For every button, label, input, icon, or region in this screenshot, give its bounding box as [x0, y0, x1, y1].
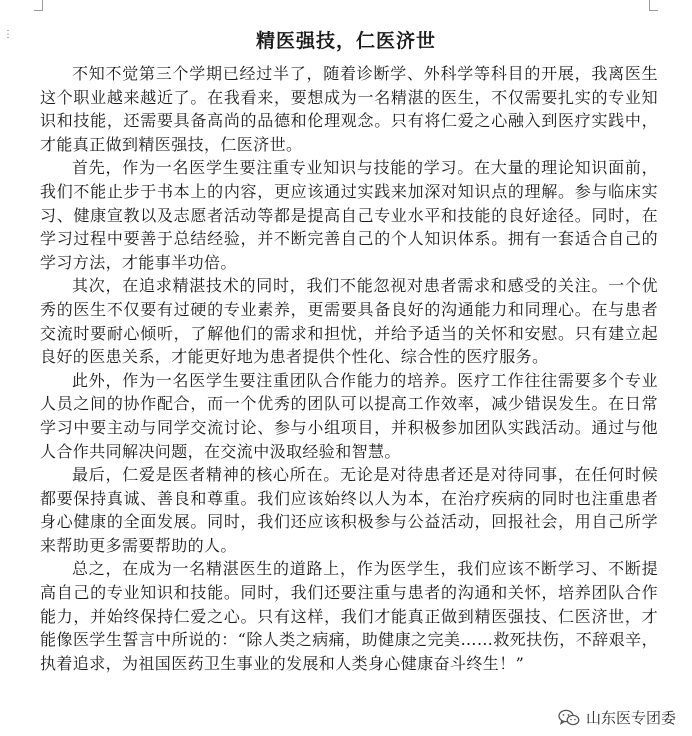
paragraph-third: 此外，作为一名医学生要注重团队合作能力的培养。医疗工作往往需要多个专业人员之间的协作配合，而一个优秀的团队可以提高工作效率，减少错误发生。在日常学习中要主动与同学交流讨论、参与小组项目，并积极参加团队实践活动。通过与他人合作共同解决问题，在交流中汲取经验和智慧。 — [40, 370, 658, 461]
document-title: 精医强技，仁医济世 — [255, 30, 436, 52]
page-corner-mark-right — [649, 0, 658, 11]
paragraph-intro: 不知不觉第三个学期已经过半了，随着诊断学、外科学等科目的开展，我离医生这个职业越来越近了。在我看来，要想成为一名精湛的医生，不仅需要扎实的专业知识和技能，还需要具备高尚的品德和伦理观念。只有将仁爱之心融入到医疗实践中，才能真正做到精医强技，仁医济世。 — [40, 64, 658, 154]
page-corner-mark-left — [34, 0, 43, 11]
drag-handle-icon[interactable]: ⋮ — [3, 29, 13, 40]
account-name: 山东医专团委 — [585, 709, 676, 727]
paragraph-conclusion: 总之，在成为一名精湛医生的道路上，作为医学生，我们应该不断学习、不断提高自己的专业知识和技能。同时，我们还要注重与患者的沟通和关怀，培养团队合作能力，并始终保持仁爱之心。只有这样，我们才能真正做到精医强技、仁医济世，才能像医学生誓言中所说的：“除人类之病痛，助健康之完美……救死扶伤，不辞艰辛，执着追求，为祖国医药卫生事业的发展和人类身心健康奋斗终生！” — [40, 559, 658, 673]
paragraph-second: 其次，在追求精湛技术的同时，我们不能忽视对患者需求和感受的关注。一个优秀的医生不仅要有过硬的专业素养，更需要具备良好的沟通能力和同理心。在与患者交流时要耐心倾听，了解他们的需求和担忧，并给予适当的关怀和安慰。只有建立起良好的医患关系，才能更好地为患者提供个性化、综合性的医疗服务。 — [40, 276, 658, 367]
document-body — [40, 62, 658, 675]
account-watermark — [558, 707, 676, 728]
paragraph-first: 首先，作为一名医学生要注重专业知识与技能的学习。在大量的理论知识面前，我们不能止步于书本上的内容，更应该通过实践来加深对知识点的理解。参与临床实习、健康宣教以及志愿者活动等都是提高自己专业水平和技能的良好途径。同时，在学习过程中要善于总结经验，并不断完善自己的个人知识体系。拥有一套适合自己的学习方法，才能事半功倍。 — [40, 158, 658, 272]
paragraph-fourth: 最后，仁爱是医者精神的核心所在。无论是对待患者还是对待同事，在任何时候都要保持真诚、善良和尊重。我们应该始终以人为本，在治疗疾病的同时也注重患者身心健康的全面发展。同时，我们还应该积极参与公益活动，回报社会，用自己所学来帮助更多需要帮助的人。 — [40, 465, 658, 555]
wechat-icon — [558, 709, 580, 727]
